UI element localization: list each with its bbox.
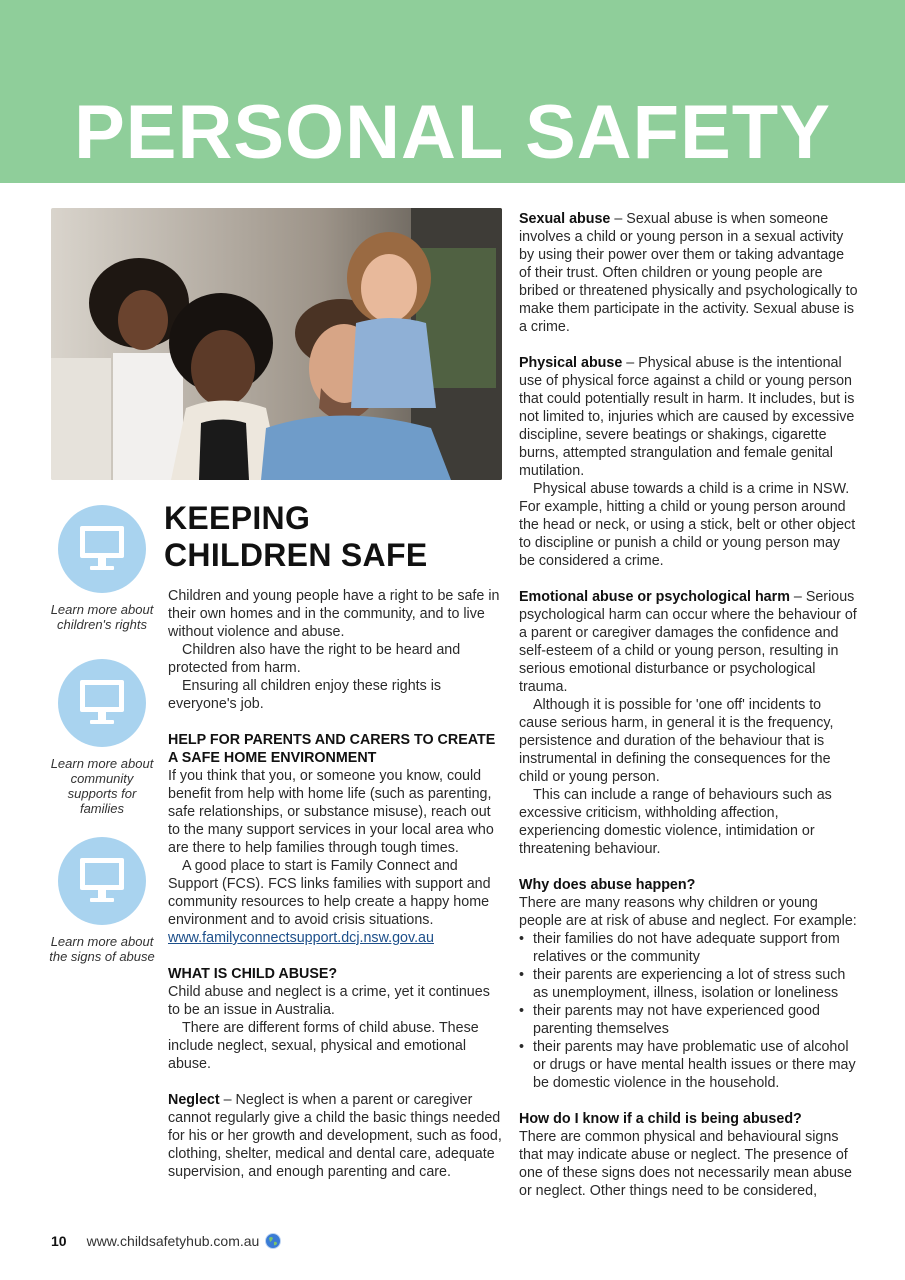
footer-url[interactable]: www.childsafetyhub.com.au — [86, 1233, 260, 1249]
why-intro: There are many reasons why children or young people are at risk of abuse and neglect. For example: — [519, 895, 857, 929]
monitor-icon — [58, 837, 146, 925]
monitor-icon — [58, 505, 146, 593]
emotional-abuse-paragraph-3: This can include a range of behaviours such as excessive criticism, withholding affection, experiencing domestic violence, intimidation or threatening behaviour. — [519, 787, 832, 857]
emotional-abuse-text: – Serious psychological harm can occur where the behaviour of a parent or caregiver damages the confidence and self-esteem of a child or young person, resulting in serious emotional disturbance or psychological trauma. — [519, 589, 857, 695]
abuse-heading: WHAT IS CHILD ABUSE? — [168, 966, 338, 982]
sidebar-item-signs-of-abuse[interactable] — [48, 837, 156, 964]
sidebar-item-childrens-rights[interactable] — [48, 505, 156, 632]
family-photo — [51, 208, 502, 480]
sidebar-caption: Learn more about the signs of abuse — [49, 934, 155, 964]
page-number: 10 — [51, 1233, 67, 1249]
emotional-abuse-term: Emotional abuse or psychological harm — [519, 589, 790, 605]
neglect-paragraph — [168, 1091, 503, 1181]
help-paragraph-2: A good place to start is Family Connect and Support (FCS). FCS links families with support and community resources to help create a happy home environment and to avoid crisis situations. — [168, 858, 491, 928]
physical-abuse-text: – Physical abuse is the intentional use of physical force against a child or young person that could potentially result in harm. It includes, but is not limited to, injuries which are caused by excessive discipline, severe beatings or shakings, cigarette burns, attempted strangulation and female genital mutilation. — [519, 355, 855, 479]
heading-line-2: CHILDREN SAFE — [164, 537, 428, 573]
intro-paragraph-3: Ensuring all children enjoy these rights is everyone's job. — [168, 678, 442, 712]
section-heading — [164, 500, 427, 574]
emotional-abuse-paragraph-2: Although it is possible for 'one off' incidents to cause serious harm, in general it is the frequency, persistence and duration of the behaviour that is instrumental in defining the consequences for the child or young person. — [519, 697, 834, 785]
sexual-abuse-term: Sexual abuse — [519, 211, 611, 227]
know-paragraph: There are common physical and behavioural signs that may indicate abuse or neglect. The presence of one of these signs does not necessarily mean abuse or neglect. Other things need to be considered, — [519, 1129, 853, 1199]
list-item: • their parents may have problematic use of alcohol or drugs or have mental health issues or there may be domestic violence in the household. — [519, 1038, 859, 1092]
intro-paragraph-2: Children also have the right to be heard and protected from harm. — [168, 642, 461, 676]
sexual-abuse-paragraph — [519, 210, 859, 336]
globe-icon — [265, 1233, 281, 1253]
title-banner — [0, 0, 905, 183]
sexual-abuse-text: – Sexual abuse is when someone involves a child or young person in a sexual activity by using their power over them or taking advantage of their trust. Often children or young people are bribed or threatened physically and psychologically to make them participate in the activity. Sexual abuse is a crime. — [519, 211, 858, 335]
why-heading: Why does abuse happen? — [519, 877, 696, 893]
page-title: PERSONAL SAFETY — [74, 90, 831, 175]
heading-line-1: KEEPING — [164, 500, 311, 536]
page-footer — [51, 1232, 281, 1253]
why-list — [519, 930, 859, 1092]
physical-abuse-term: Physical abuse — [519, 355, 623, 371]
monitor-icon — [58, 659, 146, 747]
left-column — [168, 587, 503, 1181]
abuse-paragraph: Child abuse and neglect is a crime, yet it continues to be an issue in Australia. — [168, 984, 490, 1018]
intro-paragraph: Children and young people have a right to be safe in their own homes and in the community, and to live without violence and abuse. — [168, 588, 500, 640]
right-column — [519, 210, 859, 1200]
list-item: • their parents are experiencing a lot of stress such as unemployment, illness, isolation or loneliness — [519, 966, 859, 1002]
help-paragraph: If you think that you, or someone you know, could benefit from help with home life (such as parenting, safe relationships, or substance misuse), reach out to the many support services in your local area who are there to help families through tough times. — [168, 768, 494, 856]
abuse-paragraph-2: There are different forms of child abuse. These include neglect, sexual, physical and emotional abuse. — [168, 1020, 479, 1072]
help-heading: HELP FOR PARENTS AND CARERS TO CREATE A SAFE HOME ENVIRONMENT — [168, 732, 496, 766]
sidebar-caption: Learn more about children's rights — [50, 602, 154, 632]
list-item: • their parents may not have experienced good parenting themselves — [519, 1002, 859, 1038]
list-item: • their families do not have adequate support from relatives or the community — [519, 930, 859, 966]
fcs-link[interactable]: www.familyconnectsupport.dcj.nsw.gov.au — [168, 930, 434, 946]
physical-abuse-paragraph — [519, 354, 859, 480]
sidebar-item-community-supports[interactable] — [48, 659, 156, 816]
know-heading: How do I know if a child is being abused? — [519, 1111, 802, 1127]
sidebar-caption: Learn more about community supports for families — [50, 756, 154, 816]
emotional-abuse-paragraph — [519, 588, 859, 696]
physical-abuse-paragraph-2: Physical abuse towards a child is a crime in NSW. For example, hitting a child or young person around the head or neck, or using a stick, belt or other object to discipline or punish a child or young person may be considered a crime. — [519, 481, 856, 569]
neglect-text: – Neglect is when a parent or caregiver cannot regularly give a child the basic things needed for his or her growth and development, such as food, clothing, shelter, medical and dental care, adequate supervision, and enough parenting and care. — [168, 1092, 502, 1180]
neglect-term: Neglect — [168, 1092, 220, 1108]
